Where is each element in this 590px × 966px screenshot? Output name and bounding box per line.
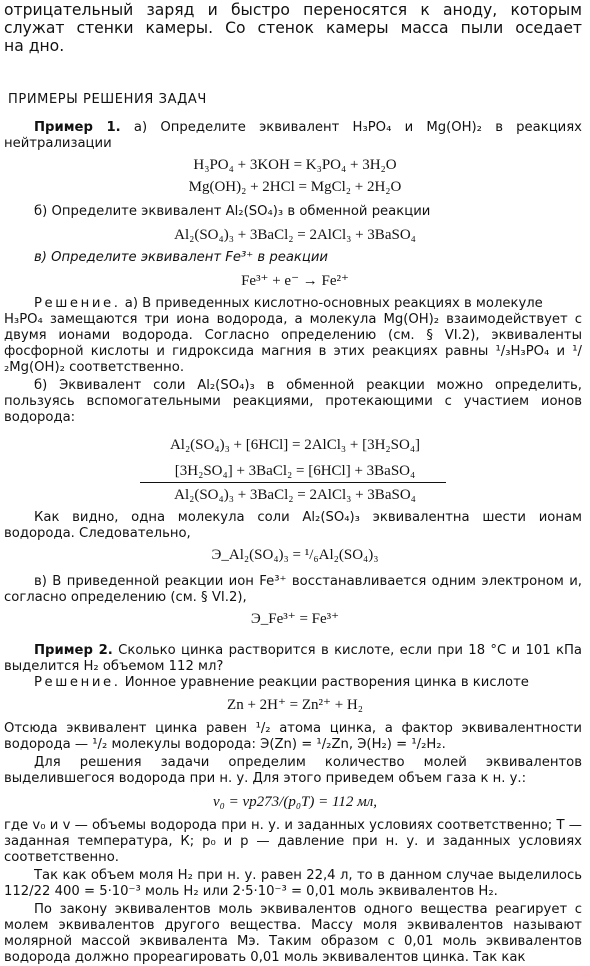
section-heading: ПРИМЕРЫ РЕШЕНИЯ ЗАДАЧ <box>8 92 207 107</box>
solution-2-p1: Отсюда эквивалент цинка равен ¹/₂ атома цинка, а фактор эквивалентности водорода — ¹/₂ молекулы водорода: Э(Zn) = ¹/₂Zn, Э(H₂) = ¹/₂H₂. <box>4 721 582 752</box>
equation-mgoh2: Mg(OH)₂ + 2HCl = MgCl₂ + 2H₂O <box>188 179 402 195</box>
equation-volume: v₀ = vp273/(p₀T) = 112 мл, <box>213 794 377 810</box>
equivalent-fe: Э_Fe³⁺ = Fe³⁺ <box>250 611 340 627</box>
solution-2-p2: Для решения задачи определим количество молей эквивалентов выделившегося водорода при н. у. Для этого приведем объем газа к н. у.: <box>4 755 582 786</box>
aux-equation-1: Al₂(SO₄)₃ + [6HCl] = 2AlCl₃ + [3H₂SO₄] <box>169 437 421 453</box>
intro-line-3: на дно. <box>4 37 65 55</box>
equivalent-al2so43: Э_Al₂(SO₄)₃ = ¹/₆Al₂(SO₄)₃ <box>211 547 379 563</box>
solution-2-text: Ионное уравнение реакции растворения цинка в кислоте <box>120 675 529 690</box>
solution-1-c: в) В приведенной реакции ион Fe³⁺ восстанавливается одним электроном и, согласно определению (см. § VI.2), <box>4 574 582 605</box>
example-2-text: Сколько цинка растворится в кислоте, если при 18 °С и 101 кПа выделится H₂ объемом 112 мл? <box>4 643 582 674</box>
example-2-label: Пример 2. <box>34 643 113 658</box>
equation-zn: Zn + 2H⁺ = Zn²⁺ + H₂ <box>227 697 363 713</box>
example-2-question <box>4 643 582 675</box>
intro-paragraph <box>4 1 582 55</box>
solution-1-a <box>4 296 582 312</box>
solution-1-a-line1: а) В приведенных кислотно-основных реакциях в молекуле <box>120 296 543 311</box>
example-1-part-b: б) Определите эквивалент Al₂(SO₄)₃ в обменной реакции <box>34 204 431 219</box>
intro-line-1: отрицательный заряд и быстро переносятся к аноду, которым <box>4 1 582 19</box>
aux-equation-2: [3H₂SO₄] + 3BaCl₂ = [6HCl] + 3BaSO₄ <box>174 463 416 479</box>
solution-1-b: б) Эквивалент соли Al₂(SO₄)₃ в обменной реакции можно определить, пользуясь вспомогательными реакциями, протекающими с участием ионов водорода: <box>4 378 582 425</box>
solution-2-intro <box>4 675 582 691</box>
equation-al2so43: Al₂(SO₄)₃ + 3BaCl₂ = 2AlCl₃ + 3BaSO₄ <box>174 227 416 243</box>
intro-line-2: служат стенки камеры. Со стенок камеры масса пыли оседает <box>4 19 582 37</box>
solution-1-a-body: H₃PO₄ замещаются три иона водорода, а молекула Mg(OH)₂ взаимодействует с двумя ионами водорода. Согласно определению (см. § VI.2), эквиваленты фосфорной кислоты и гидроксида магния в этих реакциях равны ¹/₃H₃PO₄ и ¹/₂Mg(OH)₂ соответственно. <box>4 312 582 375</box>
solution-2-p4: Так как объем моля H₂ при н. у. равен 22,4 л, то в данном случае выделилось 112/22 400 = 5·10⁻³ моль H₂ или 2·5·10⁻³ = 0,01 моль эквивалентов H₂. <box>4 868 582 899</box>
aux-equation-sum: Al₂(SO₄)₃ + 3BaCl₂ = 2AlCl₃ + 3BaSO₄ <box>174 487 416 503</box>
example-1-a-text: а) Определите эквивалент H₃PO₄ и Mg(OH)₂ в реакциях нейтрализации <box>4 120 582 151</box>
solution-2-label: Решение. <box>34 675 121 690</box>
solution-1-b-conclusion: Как видно, одна молекула соли Al₂(SO₄)₃ эквивалентна шести ионам водорода. Следовательно, <box>4 510 582 541</box>
solution-1-label: Решение. <box>34 296 121 311</box>
equation-h3po4: H₃PO₄ + 3KOH = K₃PO₄ + 3H₂O <box>193 157 397 173</box>
example-1-part-a <box>4 120 582 152</box>
equation-fe: Fe³⁺ + e⁻ → Fe²⁺ <box>241 273 349 289</box>
sum-rule <box>140 482 446 483</box>
example-1-part-c: в) Определите эквивалент Fe³⁺ в реакции <box>34 250 329 265</box>
example-1-label: Пример 1. <box>34 120 121 135</box>
solution-2-p3: где v₀ и v — объемы водорода при н. у. и заданных условиях соответственно; T — заданная температура, К; p₀ и p — давление при н. у. и заданных условиях соответственно. <box>4 818 582 865</box>
solution-2-p5: По закону эквивалентов моль эквивалентов одного вещества реагирует с молем эквивалентов другого вещества. Массу моля эквивалентов называют молярной массой эквивалента Mэ. Таким образом с 0,01 моль эквивалентов водорода должно прореагировать 0,01 моль эквивалентов цинка. Так как <box>4 902 582 965</box>
